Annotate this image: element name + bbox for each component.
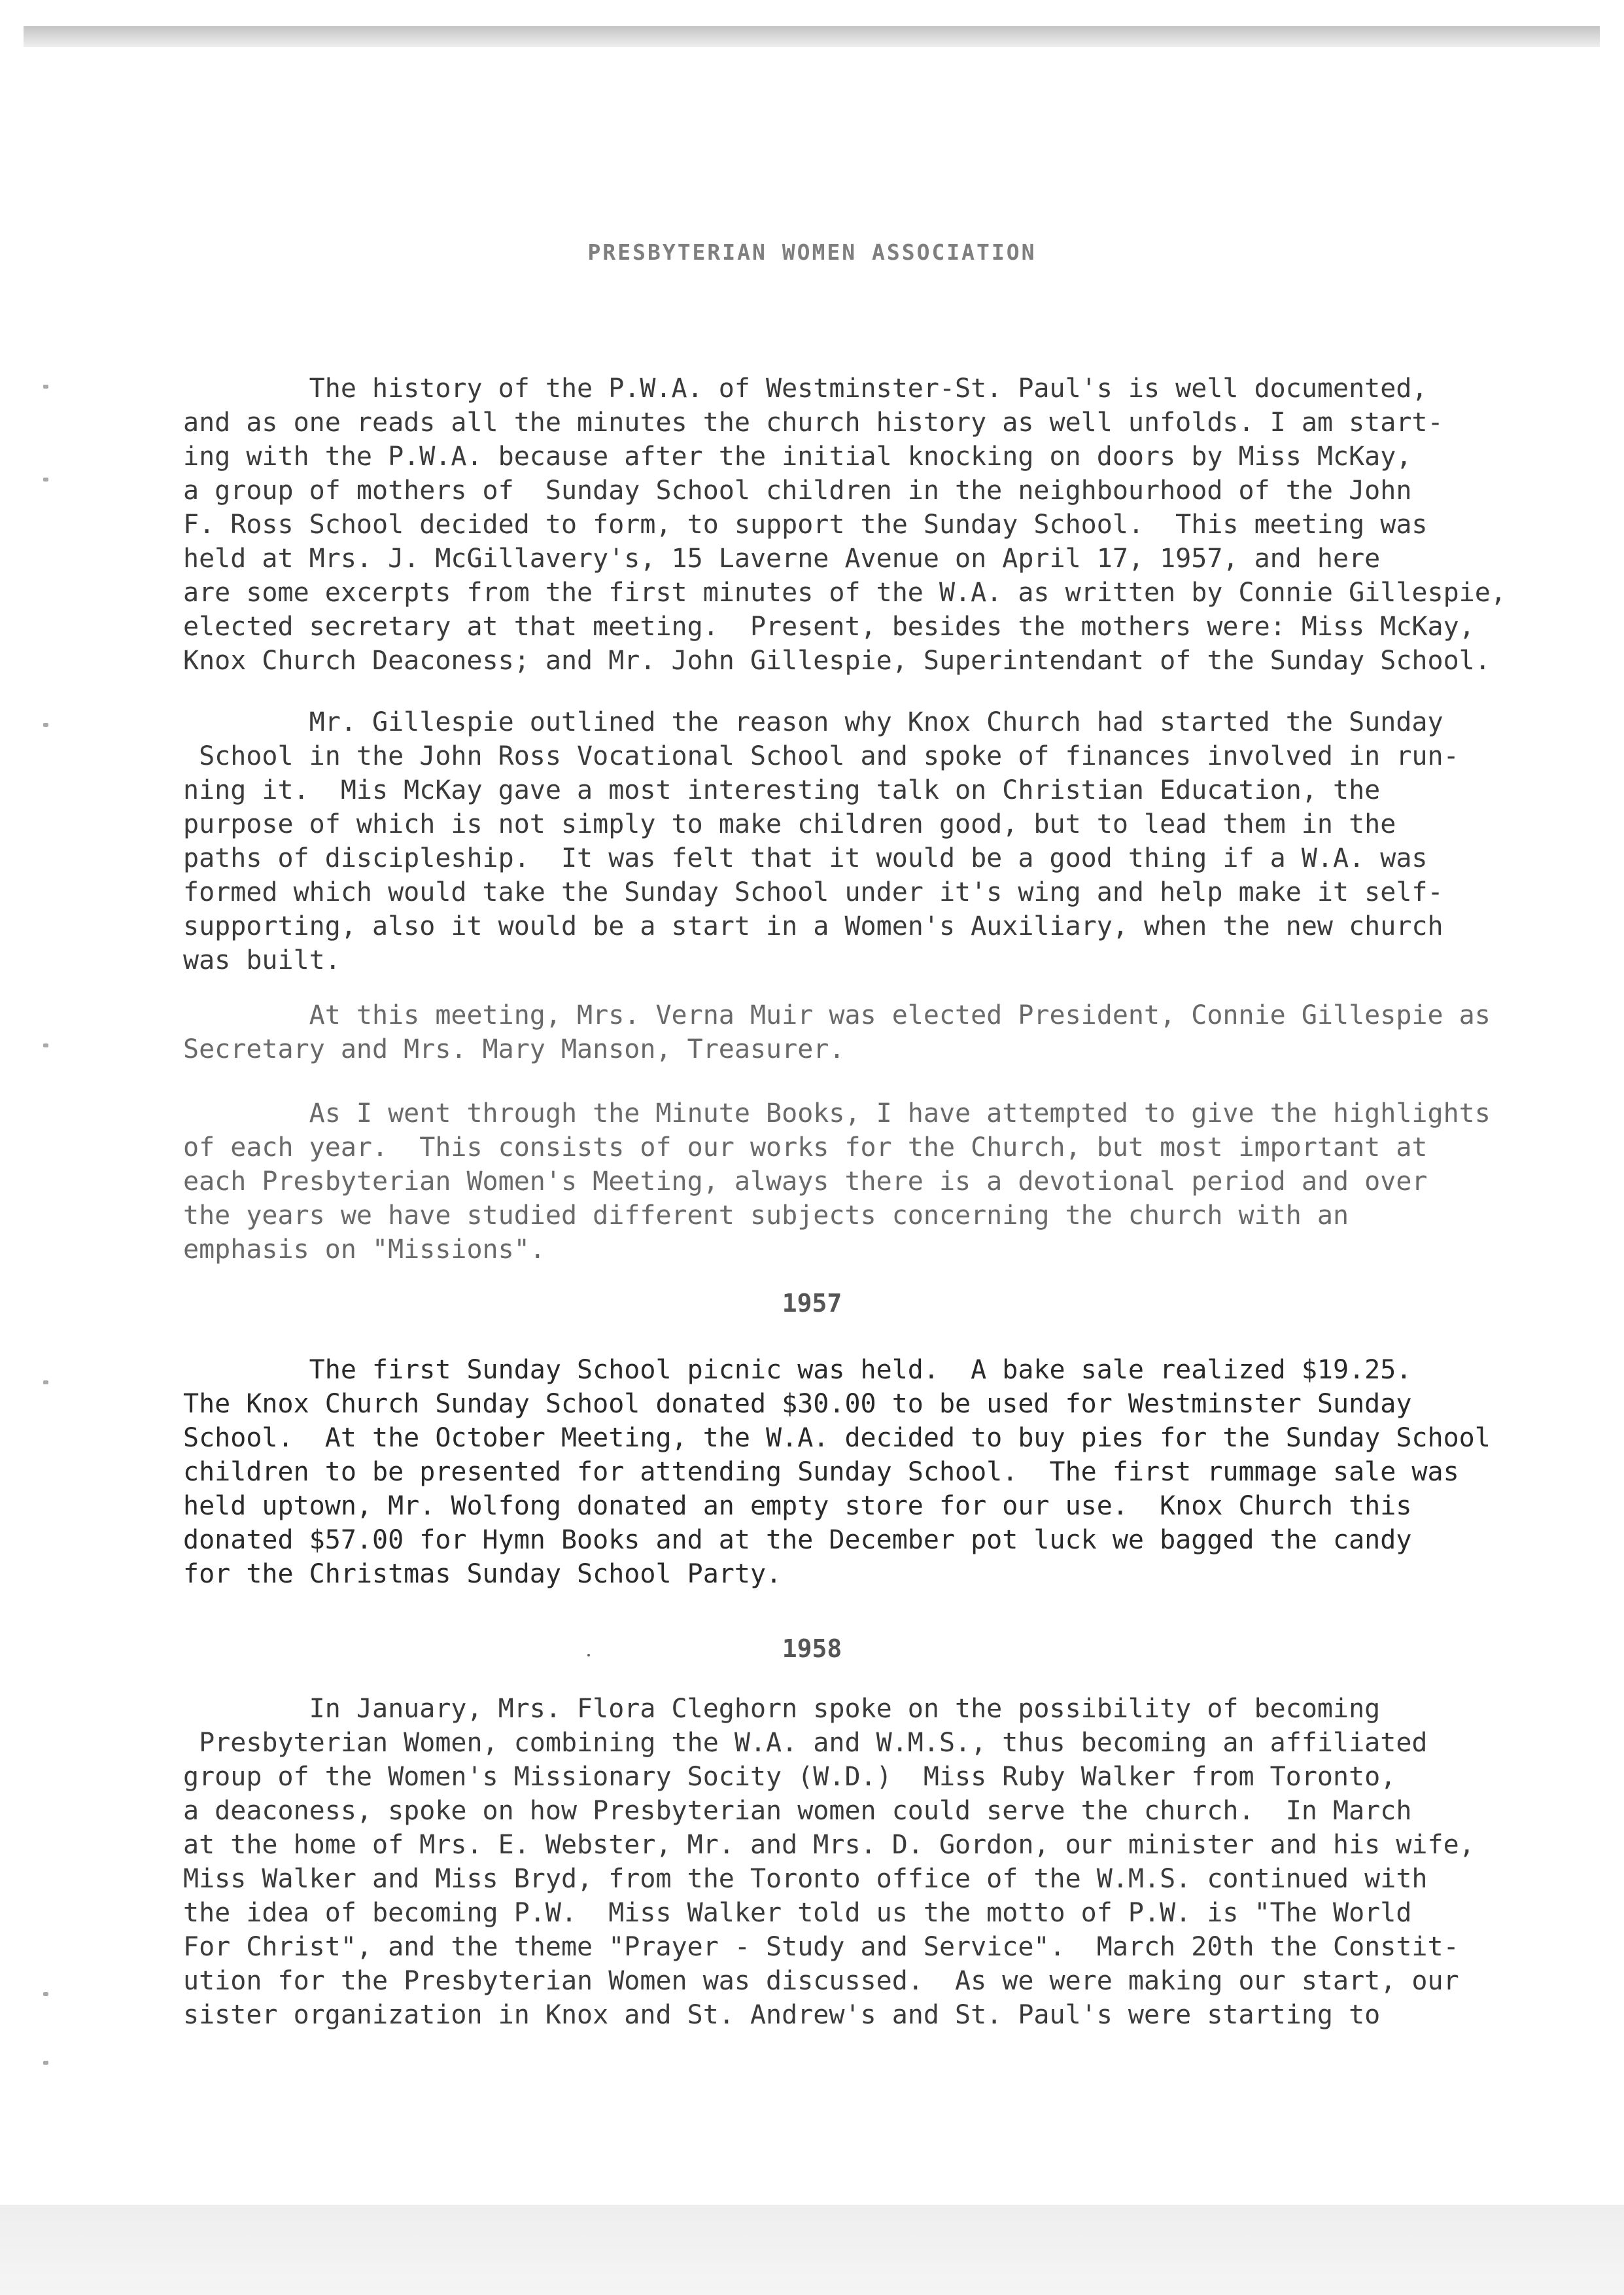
text-line: donated $57.00 for Hymn Books and at the December pot luck we bagged the candy [183,1525,1412,1555]
text-line: each Presbyterian Women's Meeting, always there is a devotional period and over [183,1166,1428,1197]
text-line: School in the John Ross Vocational School and spoke of finances involved in run- [183,741,1459,771]
text-line: sister organization in Knox and St. Andrew's and St. Paul's were starting to [183,2000,1381,2030]
paragraph-1957 [183,1353,1583,1591]
text-line: The Knox Church Sunday School donated $30.00 to be used for Westminster Sunday [183,1389,1412,1419]
text-line: As I went through the Minute Books, I have attempted to give the highlights [183,1098,1491,1129]
margin-mark [43,1380,48,1384]
text-line: School. At the October Meeting, the W.A. decided to buy pies for the Sunday School [183,1423,1491,1453]
text-line: the idea of becoming P.W. Miss Walker told us the motto of P.W. is "The World [183,1898,1412,1928]
scan-top-border [24,26,1600,47]
text-line: supporting, also it would be a start in a Women's Auxiliary, when the new church [183,911,1443,941]
text-line: held at Mrs. J. McGillavery's, 15 Laverne Avenue on April 17, 1957, and here [183,544,1381,574]
margin-mark [43,1992,48,1996]
paragraph-first-officers [183,998,1583,1066]
paragraph-intro [183,372,1583,678]
scan-bottom-border [0,2205,1624,2295]
text-line: a deaconess, spoke on how Presbyterian women could serve the church. In March [183,1796,1412,1826]
text-line: held uptown, Mr. Wolfong donated an empty store for our use. Knox Church this [183,1491,1412,1521]
year-heading-1958: 1958 [782,1634,842,1663]
text-line: Miss Walker and Miss Bryd, from the Toronto office of the W.M.S. continued with [183,1864,1428,1894]
text-line: formed which would take the Sunday School under it's wing and help make it self- [183,877,1443,907]
paragraph-sunday-school-origin [183,705,1583,977]
text-line: The history of the P.W.A. of Westminster-St. Paul's is well documented, [183,374,1428,404]
text-line: Knox Church Deaconess; and Mr. John Gillespie, Superintendant of the Sunday School. [183,646,1491,676]
text-line: The first Sunday School picnic was held. A bake sale realized $19.25. [183,1355,1412,1385]
text-line: At this meeting, Mrs. Verna Muir was elected President, Connie Gillespie as [183,1000,1491,1030]
text-line: emphasis on "Missions". [183,1235,545,1265]
text-line: the years we have studied different subjects concerning the church with an [183,1200,1349,1231]
text-line: was built. [183,945,341,975]
text-line: In January, Mrs. Flora Cleghorn spoke on the possibility of becoming [183,1694,1381,1724]
text-line: Secretary and Mrs. Mary Manson, Treasurer. [183,1034,845,1064]
text-line: a group of mothers of Sunday School children in the neighbourhood of the John [183,476,1412,506]
year-heading-1957: 1957 [782,1289,842,1318]
margin-mark [43,385,48,389]
text-line: and as one reads all the minutes the church history as well unfolds. I am start- [183,408,1443,438]
text-line: purpose of which is not simply to make children good, but to lead them in the [183,809,1396,839]
text-line: elected secretary at that meeting. Present, besides the mothers were: Miss McKay, [183,612,1475,642]
text-line: are some excerpts from the first minutes of the W.A. as written by Connie Gillespie, [183,578,1506,608]
paragraph-1958 [183,1692,1583,2032]
text-line: at the home of Mrs. E. Webster, Mr. and Mrs. D. Gordon, our minister and his wife, [183,1830,1475,1860]
paragraph-minute-books [183,1096,1583,1267]
text-line: paths of discipleship. It was felt that it would be a good thing if a W.A. was [183,843,1428,873]
text-line: for the Christmas Sunday School Party. [183,1559,782,1589]
margin-mark [43,2061,48,2065]
margin-mark [43,1043,48,1047]
margin-mark [43,478,48,482]
page-title: PRESBYTERIAN WOMEN ASSOCIATION [587,239,1037,265]
text-line: ning it. Mis McKay gave a most interesting talk on Christian Education, the [183,775,1381,805]
text-line: children to be presented for attending Sunday School. The first rummage sale was [183,1457,1459,1487]
text-line: group of the Women's Missionary Socity (W.D.) Miss Ruby Walker from Toronto, [183,1762,1396,1792]
text-line: ing with the P.W.A. because after the initial knocking on doors by Miss McKay, [183,442,1412,472]
text-line: Mr. Gillespie outlined the reason why Knox Church had started the Sunday [183,707,1443,737]
margin-mark [43,723,48,727]
text-line: For Christ", and the theme "Prayer - Study and Service". March 20th the Constit- [183,1932,1459,1962]
text-line: Presbyterian Women, combining the W.A. and W.M.S., thus becoming an affiliated [183,1728,1428,1758]
stray-mark [587,1654,590,1656]
text-line: of each year. This consists of our works for the Church, but most important at [183,1132,1428,1163]
text-line: F. Ross School decided to form, to support the Sunday School. This meeting was [183,510,1428,540]
text-line: ution for the Presbyterian Women was discussed. As we were making our start, our [183,1966,1459,1996]
